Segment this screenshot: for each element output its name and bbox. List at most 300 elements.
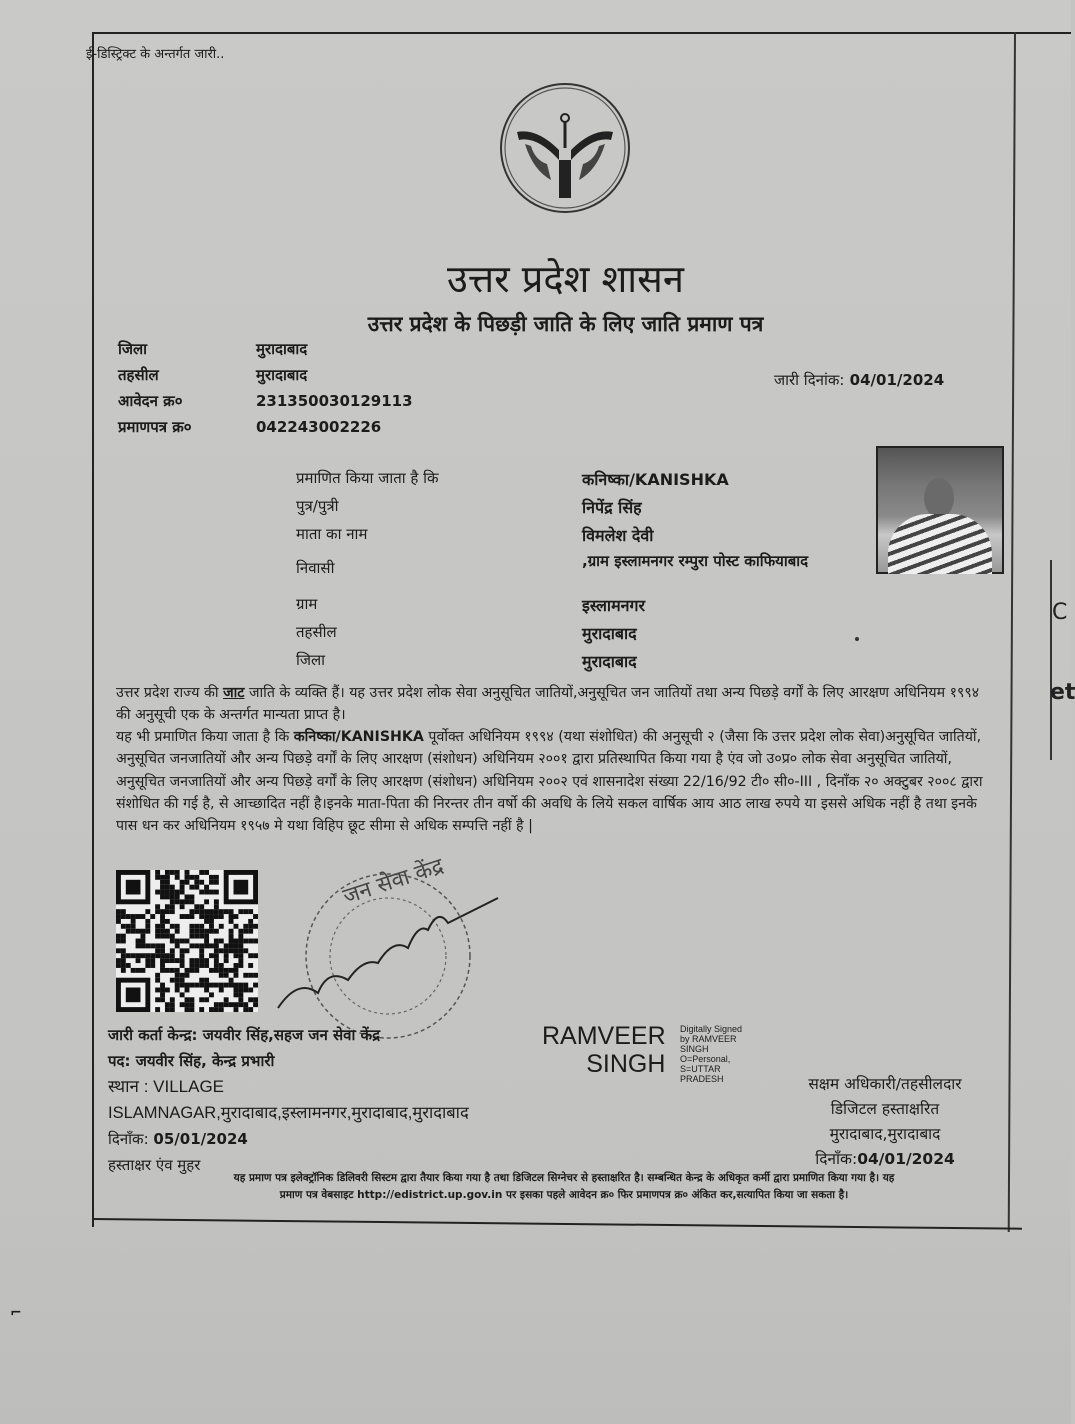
qr-module xyxy=(214,875,219,880)
qr-module xyxy=(243,924,248,929)
qr-module xyxy=(238,983,243,988)
qr-module xyxy=(121,963,126,968)
qr-module xyxy=(155,909,160,914)
qr-module xyxy=(131,914,136,919)
qr-module xyxy=(194,909,199,914)
qr-module xyxy=(175,943,180,948)
issuer-place-line2: ISLAMNAGAR,मुरादाबाद,इस्लामनगर,मुरादाबाद,मुरादाबाद xyxy=(108,1104,469,1122)
detail-value: ,ग्राम इस्लामनगर रम्पुरा पोस्ट काफियाबाद xyxy=(582,552,809,570)
dsig-meta-line: SINGH xyxy=(680,1044,709,1054)
qr-module xyxy=(229,943,234,948)
qr-module xyxy=(160,988,165,993)
qr-module xyxy=(126,963,131,968)
qr-module xyxy=(121,909,126,914)
qr-module xyxy=(204,870,209,875)
qr-module xyxy=(170,1002,175,1007)
qr-module xyxy=(204,899,209,904)
qr-module xyxy=(248,929,253,934)
qr-module xyxy=(204,885,209,890)
qr-module xyxy=(189,963,194,968)
qr-module xyxy=(155,875,160,880)
qr-module xyxy=(155,890,160,895)
qr-module xyxy=(234,968,239,973)
qr-module xyxy=(121,939,126,944)
qr-module xyxy=(185,1007,190,1012)
qr-module xyxy=(189,958,194,963)
qr-module xyxy=(194,904,199,909)
qr-module xyxy=(175,968,180,973)
qr-module xyxy=(248,909,253,914)
qr-module xyxy=(155,943,160,948)
qr-module xyxy=(165,885,170,890)
certificate-meta xyxy=(118,336,413,440)
qr-module xyxy=(229,934,234,939)
creamy-statement-pre: यह भी प्रमाणित किया जाता है कि xyxy=(116,729,294,745)
qr-module xyxy=(209,890,214,895)
issuer-sign-label: हस्ताक्षर एंव मुहर xyxy=(108,1156,201,1174)
qr-module xyxy=(175,978,180,983)
creamy-layer-statement xyxy=(116,726,996,837)
qr-module xyxy=(155,904,160,909)
qr-module xyxy=(175,939,180,944)
qr-module xyxy=(214,1007,219,1012)
qr-module xyxy=(219,939,224,944)
qr-module xyxy=(160,934,165,939)
qr-module xyxy=(224,948,229,953)
meta-label: आवेदन क्र० xyxy=(118,392,183,410)
qr-module xyxy=(185,988,190,993)
qr-module xyxy=(116,958,121,963)
qr-module xyxy=(185,1002,190,1007)
photo-head xyxy=(924,478,954,518)
qr-module xyxy=(150,953,155,958)
qr-module xyxy=(155,978,160,983)
qr-module xyxy=(214,939,219,944)
applicant-details xyxy=(296,468,812,678)
qr-module xyxy=(199,880,204,885)
qr-module xyxy=(209,914,214,919)
qr-module xyxy=(140,968,145,973)
authority-designation: सक्षम अधिकारी/तहसीलदार xyxy=(808,1075,962,1093)
qr-module xyxy=(165,953,170,958)
qr-module xyxy=(180,914,185,919)
qr-module xyxy=(248,924,253,929)
qr-module xyxy=(234,992,239,997)
qr-module xyxy=(165,894,170,899)
qr-module xyxy=(175,899,180,904)
footer-line2: प्रमाण पत्र वेबसाइट http://edistrict.up.gov.in पर इसका पहले आवेदन क्र० फिर प्रमाणपत्र क्र० अंकित कर,सत्यापित किया जा सकता है। xyxy=(279,1189,849,1201)
qr-module xyxy=(199,914,204,919)
qr-module xyxy=(253,924,258,929)
qr-module xyxy=(243,1007,248,1012)
qr-module xyxy=(145,953,150,958)
detail-row-resident xyxy=(296,552,812,594)
qr-module xyxy=(185,875,190,880)
qr-module xyxy=(160,894,165,899)
qr-module xyxy=(219,968,224,973)
qr-module xyxy=(160,919,165,924)
qr-module xyxy=(170,934,175,939)
qr-module xyxy=(121,914,126,919)
qr-module xyxy=(209,943,214,948)
qr-module xyxy=(145,958,150,963)
qr-module xyxy=(229,914,234,919)
qr-module xyxy=(234,988,239,993)
detail-row-district xyxy=(296,650,812,678)
qr-module xyxy=(204,978,209,983)
qr-module xyxy=(185,948,190,953)
detail-label: पुत्र/पुत्री xyxy=(296,497,339,515)
qr-module xyxy=(229,983,234,988)
qr-module xyxy=(189,929,194,934)
qr-module xyxy=(160,909,165,914)
qr-module xyxy=(165,919,170,924)
qr-module xyxy=(214,1002,219,1007)
qr-module xyxy=(131,953,136,958)
qr-module xyxy=(194,880,199,885)
qr-module xyxy=(160,997,165,1002)
qr-module xyxy=(234,973,239,978)
qr-module xyxy=(248,973,253,978)
qr-module xyxy=(224,909,229,914)
detail-value: निपेंद्र सिंह xyxy=(582,498,642,517)
detail-label: ग्राम xyxy=(296,595,318,613)
qr-module xyxy=(136,939,141,944)
meta-label: तहसील xyxy=(118,366,159,384)
qr-module xyxy=(185,870,190,875)
qr-module xyxy=(189,943,194,948)
qr-module xyxy=(145,929,150,934)
qr-module xyxy=(140,929,145,934)
qr-module xyxy=(180,885,185,890)
qr-module xyxy=(160,943,165,948)
qr-module xyxy=(248,988,253,993)
qr-module xyxy=(136,929,141,934)
qr-module xyxy=(116,909,121,914)
edge-fragment: et xyxy=(1050,680,1075,705)
qr-module xyxy=(175,983,180,988)
qr-module xyxy=(234,939,239,944)
qr-module xyxy=(175,924,180,929)
qr-module xyxy=(189,968,194,973)
qr-module xyxy=(170,997,175,1002)
qr-module xyxy=(199,983,204,988)
qr-module xyxy=(170,885,175,890)
qr-module xyxy=(170,904,175,909)
qr-module xyxy=(150,914,155,919)
qr-module xyxy=(155,948,160,953)
digital-signature-name xyxy=(542,1022,666,1078)
qr-module xyxy=(204,997,209,1002)
qr-module xyxy=(229,929,234,934)
qr-module xyxy=(175,894,180,899)
qr-module xyxy=(180,978,185,983)
qr-finder xyxy=(234,880,249,895)
issuer-date xyxy=(108,1126,469,1152)
issuer-date-label: दिनाँक: xyxy=(108,1130,154,1148)
qr-module xyxy=(121,924,126,929)
qr-module xyxy=(204,983,209,988)
qr-module xyxy=(194,958,199,963)
qr-module xyxy=(219,914,224,919)
qr-module xyxy=(175,870,180,875)
detail-value: इस्लामनगर xyxy=(582,596,646,615)
qr-module xyxy=(219,983,224,988)
qr-module xyxy=(165,870,170,875)
qr-module xyxy=(224,1002,229,1007)
qr-module xyxy=(160,948,165,953)
qr-module xyxy=(219,948,224,953)
detail-value: विमलेश देवी xyxy=(582,526,654,545)
qr-module xyxy=(126,953,131,958)
qr-module xyxy=(214,968,219,973)
right-border xyxy=(1008,32,1016,1232)
qr-module xyxy=(121,948,126,953)
qr-module xyxy=(170,909,175,914)
qr-module xyxy=(150,963,155,968)
qr-module xyxy=(214,909,219,914)
qr-module xyxy=(165,890,170,895)
detail-label: तहसील xyxy=(296,623,337,641)
qr-module xyxy=(175,958,180,963)
qr-module xyxy=(194,943,199,948)
qr-module xyxy=(160,880,165,885)
qr-module xyxy=(214,929,219,934)
ink-dot xyxy=(855,637,859,641)
meta-value: मुरादाबाद xyxy=(256,366,308,384)
qr-module xyxy=(140,953,145,958)
qr-module xyxy=(160,929,165,934)
stamp-text: जन सेवा केंद्र xyxy=(340,853,447,910)
qr-module xyxy=(170,894,175,899)
qr-module xyxy=(248,919,253,924)
qr-module xyxy=(170,978,175,983)
qr-module xyxy=(229,968,234,973)
qr-module xyxy=(219,988,224,993)
detail-value: मुरादाबाद xyxy=(582,652,637,671)
qr-module xyxy=(165,968,170,973)
qr-module xyxy=(199,953,204,958)
qr-module xyxy=(175,890,180,895)
qr-module xyxy=(165,1002,170,1007)
authority-date-label: दिनाँक: xyxy=(815,1150,858,1168)
qr-module xyxy=(204,914,209,919)
qr-module xyxy=(209,880,214,885)
qr-module xyxy=(199,948,204,953)
caste-statement xyxy=(116,682,996,727)
qr-module xyxy=(170,968,175,973)
issuer-date-value: 05/01/2024 xyxy=(153,1130,248,1148)
qr-module xyxy=(204,939,209,944)
qr-module xyxy=(209,909,214,914)
qr-module xyxy=(234,983,239,988)
detail-row-mother xyxy=(296,524,812,552)
qr-module xyxy=(165,875,170,880)
qr-module xyxy=(160,983,165,988)
qr-module xyxy=(165,958,170,963)
issuer-post: पद: जयवीर सिंह, केन्द्र प्रभारी xyxy=(108,1052,275,1070)
qr-module xyxy=(155,973,160,978)
qr-module xyxy=(145,963,150,968)
qr-module xyxy=(170,953,175,958)
qr-module xyxy=(219,963,224,968)
applicant-name-inline: कनिष्का/KANISHKA xyxy=(293,729,424,745)
qr-module xyxy=(121,958,126,963)
qr-module xyxy=(238,934,243,939)
issue-date-label: जारी दिनांक: xyxy=(774,371,845,389)
document-subtitle: उत्तर प्रदेश के पिछड़ी जाति के लिए जाति प्रमाण पत्र xyxy=(367,312,764,336)
qr-module xyxy=(214,890,219,895)
qr-module xyxy=(204,919,209,924)
qr-module xyxy=(136,953,141,958)
qr-module xyxy=(185,894,190,899)
qr-module xyxy=(140,914,145,919)
qr-module xyxy=(209,992,214,997)
qr-module xyxy=(238,958,243,963)
qr-module xyxy=(131,924,136,929)
qr-module xyxy=(170,1007,175,1012)
qr-module xyxy=(180,890,185,895)
qr-module xyxy=(224,983,229,988)
meta-value: 231350030129113 xyxy=(256,392,413,410)
qr-module xyxy=(243,983,248,988)
qr-module xyxy=(234,1002,239,1007)
qr-module xyxy=(160,914,165,919)
qr-module xyxy=(155,870,160,875)
qr-module xyxy=(136,914,141,919)
issuer-place-line1: स्थान : VILLAGE xyxy=(108,1077,225,1096)
meta-row-district xyxy=(118,336,413,362)
issuer-center: जारी कर्ता केन्द्र: जयवीर सिंह,सहज जन सेवा केंद्र xyxy=(108,1026,381,1044)
qr-module xyxy=(160,924,165,929)
meta-row-tehsil xyxy=(118,362,413,388)
qr-module xyxy=(219,973,224,978)
qr-module xyxy=(199,904,204,909)
authority-block xyxy=(780,1072,990,1172)
issuer-block xyxy=(108,1022,469,1178)
qr-module xyxy=(214,943,219,948)
detail-row-name xyxy=(296,468,812,496)
qr-module xyxy=(238,953,243,958)
qr-module xyxy=(180,939,185,944)
edge-fragment: C xyxy=(1052,600,1068,625)
qr-module xyxy=(199,934,204,939)
qr-module xyxy=(121,934,126,939)
qr-module xyxy=(126,929,131,934)
qr-module xyxy=(214,948,219,953)
qr-module xyxy=(209,968,214,973)
up-government-emblem-icon xyxy=(497,80,633,216)
qr-module xyxy=(155,934,160,939)
meta-value: 042243002226 xyxy=(256,418,382,436)
qr-module xyxy=(238,929,243,934)
authority-date xyxy=(780,1147,990,1172)
dsig-meta-line: O=Personal, xyxy=(680,1054,731,1064)
meta-label: प्रमाणपत्र क्र० xyxy=(118,418,192,436)
qr-module xyxy=(229,909,234,914)
dsig-name-line2: SINGH xyxy=(586,1050,666,1078)
qr-module xyxy=(180,958,185,963)
qr-module xyxy=(199,929,204,934)
qr-module xyxy=(180,983,185,988)
meta-row-certificate-no xyxy=(118,414,413,440)
detail-label: प्रमाणित किया जाता है कि xyxy=(296,469,439,487)
qr-module xyxy=(126,914,131,919)
qr-module xyxy=(214,958,219,963)
creamy-statement-post: पूर्वोक्त अधिनियम १९९४ (यथा संशोधित) की अनुसूची २ (जैसा कि उत्तर प्रदेश लोक सेवा)अनुसूचित जातियों, अनुसूचित जनजातियों और अन्य पिछड़े वर्गों के लिए आरक्षण (संशोधन) अधिनियम २००१ द्वारा प्रतिस्थापित किया गया है एंव जो उ०प्र० लोक सेवा अनुसूचित जातियों, अनुसूचित जनजातियों और अन्य पिछड़े वर्गों के लिए आरक्षण (संशोधन) अधिनियम २००२ एवं शासनादेश संख्या 22/16/92 टी० सी०-III , दिनाँक २० अक्टुबर २००८ द्वारा संशोधित की गई है, से आच्छादित नहीं है।इनके माता-पिता की निरन्तर तीन वर्षो की अवधि के लिये सकल वार्षिक आय आठ लाख रुपये या इससे अधिक नहीं है तथा इनके पास धन कर अधिनियम १९५७ मे यथा विहिप छूट सीमा से अधिक सम्पत्ति नहीं है | xyxy=(116,729,983,835)
left-border xyxy=(92,32,94,1227)
qr-module xyxy=(209,875,214,880)
qr-module xyxy=(131,968,136,973)
qr-module xyxy=(170,899,175,904)
qr-module xyxy=(131,929,136,934)
qr-module xyxy=(189,894,194,899)
qr-module xyxy=(160,875,165,880)
qr-module xyxy=(229,919,234,924)
qr-module xyxy=(160,885,165,890)
document-title: उत्तर प्रदेश शासन xyxy=(447,257,684,301)
top-border xyxy=(92,32,1071,34)
qr-module xyxy=(238,943,243,948)
qr-module xyxy=(209,929,214,934)
qr-module xyxy=(243,909,248,914)
qr-module xyxy=(243,929,248,934)
qr-module xyxy=(170,948,175,953)
detail-label: निवासी xyxy=(296,559,335,577)
qr-module xyxy=(214,899,219,904)
qr-module xyxy=(189,875,194,880)
qr-module xyxy=(219,924,224,929)
qr-module xyxy=(145,909,150,914)
qr-module xyxy=(145,919,150,924)
qr-module xyxy=(229,939,234,944)
qr-module xyxy=(204,988,209,993)
qr-module xyxy=(199,978,204,983)
qr-module xyxy=(145,924,150,929)
qr-module xyxy=(238,988,243,993)
qr-module xyxy=(204,909,209,914)
qr-module xyxy=(194,885,199,890)
qr-module xyxy=(185,997,190,1002)
qr-module xyxy=(180,953,185,958)
qr-module xyxy=(199,958,204,963)
dsig-meta-line: PRADESH xyxy=(680,1074,724,1084)
qr-module xyxy=(185,880,190,885)
qr-module xyxy=(248,953,253,958)
issue-date-value: 04/01/2024 xyxy=(849,371,945,389)
qr-module xyxy=(140,934,145,939)
qr-module xyxy=(150,958,155,963)
verification-footer xyxy=(114,1170,1014,1204)
qr-module xyxy=(214,880,219,885)
dsig-name-line1: RAMVEER xyxy=(542,1022,666,1050)
qr-module xyxy=(189,909,194,914)
corner-mark: ⌐ xyxy=(10,1305,22,1321)
qr-module xyxy=(175,875,180,880)
meta-label: जिला xyxy=(118,340,148,358)
qr-module xyxy=(248,1007,253,1012)
dsig-meta-line: S=UTTAR xyxy=(680,1064,721,1074)
qr-module xyxy=(234,914,239,919)
qr-module xyxy=(243,1002,248,1007)
qr-module xyxy=(214,953,219,958)
qr-module xyxy=(214,983,219,988)
qr-module xyxy=(189,914,194,919)
qr-module xyxy=(194,963,199,968)
qr-module xyxy=(234,1007,239,1012)
qr-module xyxy=(175,988,180,993)
qr-module xyxy=(248,939,253,944)
